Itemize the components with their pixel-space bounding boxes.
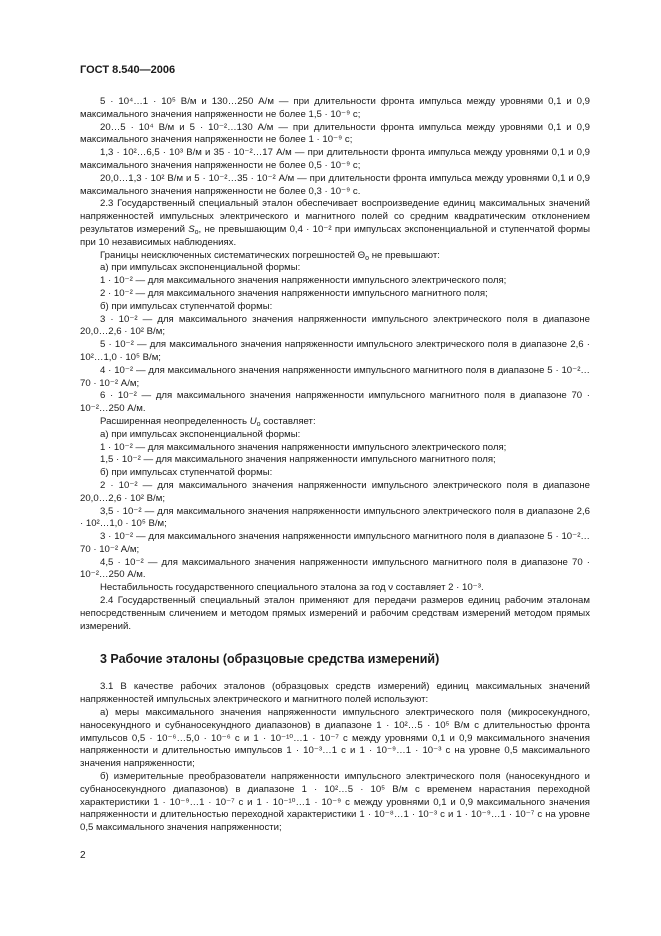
body-text	[80, 96, 590, 835]
paragraph-2-3-text-b: , не превышающим 0,4 · 10⁻² при импульсах экспоненциальной и ступенчатой формы при 10 независимых наблюдениях.	[80, 223, 590, 248]
s0-symbol: S	[188, 223, 195, 235]
range-item-3: 1,3 · 10²…6,5 · 10³ В/м и 35 · 10⁻²…17 А/м — при длительности фронта импульса между уровнями 0,1 и 0,9 максимального значения напряженности не более 0,5 · 10⁻⁹ с;	[80, 147, 590, 171]
theta-b-item-3: 4 · 10⁻² — для максимального значения напряженности импульсного магнитного поля в диапазоне 5 · 10⁻²…70 · 10⁻² А/м;	[80, 364, 590, 389]
uncertainty-a-item-2: 1,5 · 10⁻² — для максимального значения напряженности импульсного магнитного поля;	[100, 454, 496, 466]
theta-intro-text-b: не превышают:	[369, 249, 440, 261]
theta-intro	[80, 250, 590, 263]
theta-b-item-2: 5 · 10⁻² — для максимального значения напряженности импульсного электрического поля в диапазоне 2,6 · 10²…1,0 · 10⁵ В/м;	[80, 339, 590, 363]
page-header: ГОСТ 8.540—2006	[80, 64, 176, 76]
uncertainty-a-heading: а) при импульсах экспоненциальной формы:	[100, 428, 301, 440]
range-item-4: 20,0…1,3 · 10² В/м и 5 · 10⁻²…35 · 10⁻² А/м — при длительности фронта импульса между уровнями 0,1 и 0,9 максимального значения напряженности не более 0,3 · 10⁻⁹ с.	[80, 172, 590, 197]
uncertainty-a-item-1: 1 · 10⁻² — для максимального значения напряженности импульсного электрического поля;	[100, 441, 507, 453]
uncertainty-b-item-3: 3 · 10⁻² — для максимального значения напряженности импульсного магнитного поля в диапазоне 5 · 10⁻²…70 · 10⁻² А/м;	[80, 531, 590, 555]
range-item-2: 20…5 · 10⁴ В/м и 5 · 10⁻²…130 А/м — при длительности фронта импульса между уровнями 0,1 и 0,9 максимального значения напряженности не более 1 · 10⁻⁹ с;	[80, 121, 590, 146]
uncertainty-b-item-4: 4,5 · 10⁻² — для максимального значения напряженности импульсного магнитного поля в диапазоне 70 · 10⁻²…250 А/м.	[80, 556, 590, 581]
uncertainty-intro-text-b: составляет:	[260, 415, 316, 427]
theta-a-heading: а) при импульсах экспоненциальной формы:	[100, 262, 301, 274]
theta-b-item-4: 6 · 10⁻² — для максимального значения напряженности импульсного магнитного поля в диапазоне 70 · 10⁻²…250 А/м.	[80, 390, 590, 415]
uncertainty-b-item-2: 3,5 · 10⁻² — для максимального значения напряженности импульсного электрического поля в диапазоне 2,6 · 10²…1,0 · 10⁵ В/м;	[80, 505, 590, 530]
uncertainty-intro	[80, 416, 590, 429]
theta-a-item-2: 2 · 10⁻² — для максимального значения напряженности импульсного магнитного поля;	[100, 287, 488, 299]
uncertainty-b-item-1: 2 · 10⁻² — для максимального значения напряженности импульсного электрического поля в диапазоне 20,0…2,6 · 10² В/м;	[80, 479, 590, 504]
uncertainty-b-heading: б) при импульсах ступенчатой формы:	[100, 467, 273, 479]
paragraph-2-3	[80, 198, 590, 249]
u-subscript: o	[256, 420, 261, 428]
paragraph-3-1: 3.1 В качестве рабочих эталонов (образцовых средств измерений) единиц максимальных значений напряженностей импульсных электрического и магнитного полей используют:	[80, 681, 590, 706]
page-number: 2	[80, 850, 86, 861]
s0-subscript: o	[194, 228, 199, 236]
theta-subscript: o	[365, 254, 370, 262]
theta-b-item-1: 3 · 10⁻² — для максимального значения напряженности импульсного электрического поля в диапазоне 20,0…2,6 · 10² В/м;	[80, 313, 590, 338]
range-item-1: 5 · 10⁴…1 · 10⁵ В/м и 130…250 А/м — при длительности фронта импульса между уровнями 0,1 и 0,9 максимального значения напряженности не более 1,5 · 10⁻⁹ с;	[80, 96, 590, 120]
paragraph-3-1-b: б) измерительные преобразователи напряженности импульсного электрического поля (наносекундного и субнаносекундного диапазонов) в диапазоне 1 · 10²…5 · 10⁵ В/м с временем нарастания переходной характеристики 1 · 10⁻⁹…1 · 10⁻⁷ с и 1 · 10⁻¹⁰…1 · 10⁻⁹ с между уровнями 0,1 и 0,9 максимального значения напряженности и длительностью переходной характеристики 1 · 10⁻⁸…1 · 10⁻³ с и 1 · 10⁻⁹…1 · 10⁻⁷ с на уровне 0,5 максимального значения напряженности;	[80, 771, 590, 834]
u-symbol: U	[249, 415, 257, 427]
theta-intro-text-a: Границы неисключенных систематических погрешностей Θ	[100, 249, 366, 261]
section-3-heading: 3 Рабочие эталоны (образцовые средства измерений)	[100, 652, 440, 667]
theta-a-item-1: 1 · 10⁻² — для максимального значения напряженности импульсного электрического поля;	[100, 275, 507, 287]
paragraph-2-3-text-a: 2.3 Государственный специальный эталон обеспечивает воспроизведение единиц максимальных значений напряженностей импульсных электрического и магнитного полей со средним квадратическим отклонением результатов измерений	[80, 198, 590, 235]
paragraph-3-1-a: а) меры максимального значения напряженности импульсного электрического поля (микросекундного, наносекундного и субнаносекундного диапазонов) в диапазоне 1 · 10²…5 · 10⁵ В/м с длительностью фронта импульсов 0,5 · 10⁻⁶…5,0 · 10⁻⁶ с и 1 · 10⁻¹⁰…1 · 10⁻⁷ с между уровнями 0,1 и 0,9 максимального значения напряженности и длительностью импульсов 1 · 10⁻³…1 с и 1 · 10⁻⁹…1 · 10⁻³ с на уровне 0,5 максимального значения напряженности;	[80, 707, 590, 770]
paragraph-2-4: 2.4 Государственный специальный эталон применяют для передачи размеров единиц рабочим эталонам непосредственным сличением и методом прямых измерений и рабочим средствам измерений методом прямых измерений.	[80, 595, 590, 632]
theta-b-heading: б) при импульсах ступенчатой формы:	[100, 300, 273, 312]
uncertainty-intro-text-a: Расширенная неопределенность	[100, 415, 250, 427]
instability-line: Нестабильность государственного специального эталона за год ν составляет 2 · 10⁻³.	[100, 582, 484, 594]
